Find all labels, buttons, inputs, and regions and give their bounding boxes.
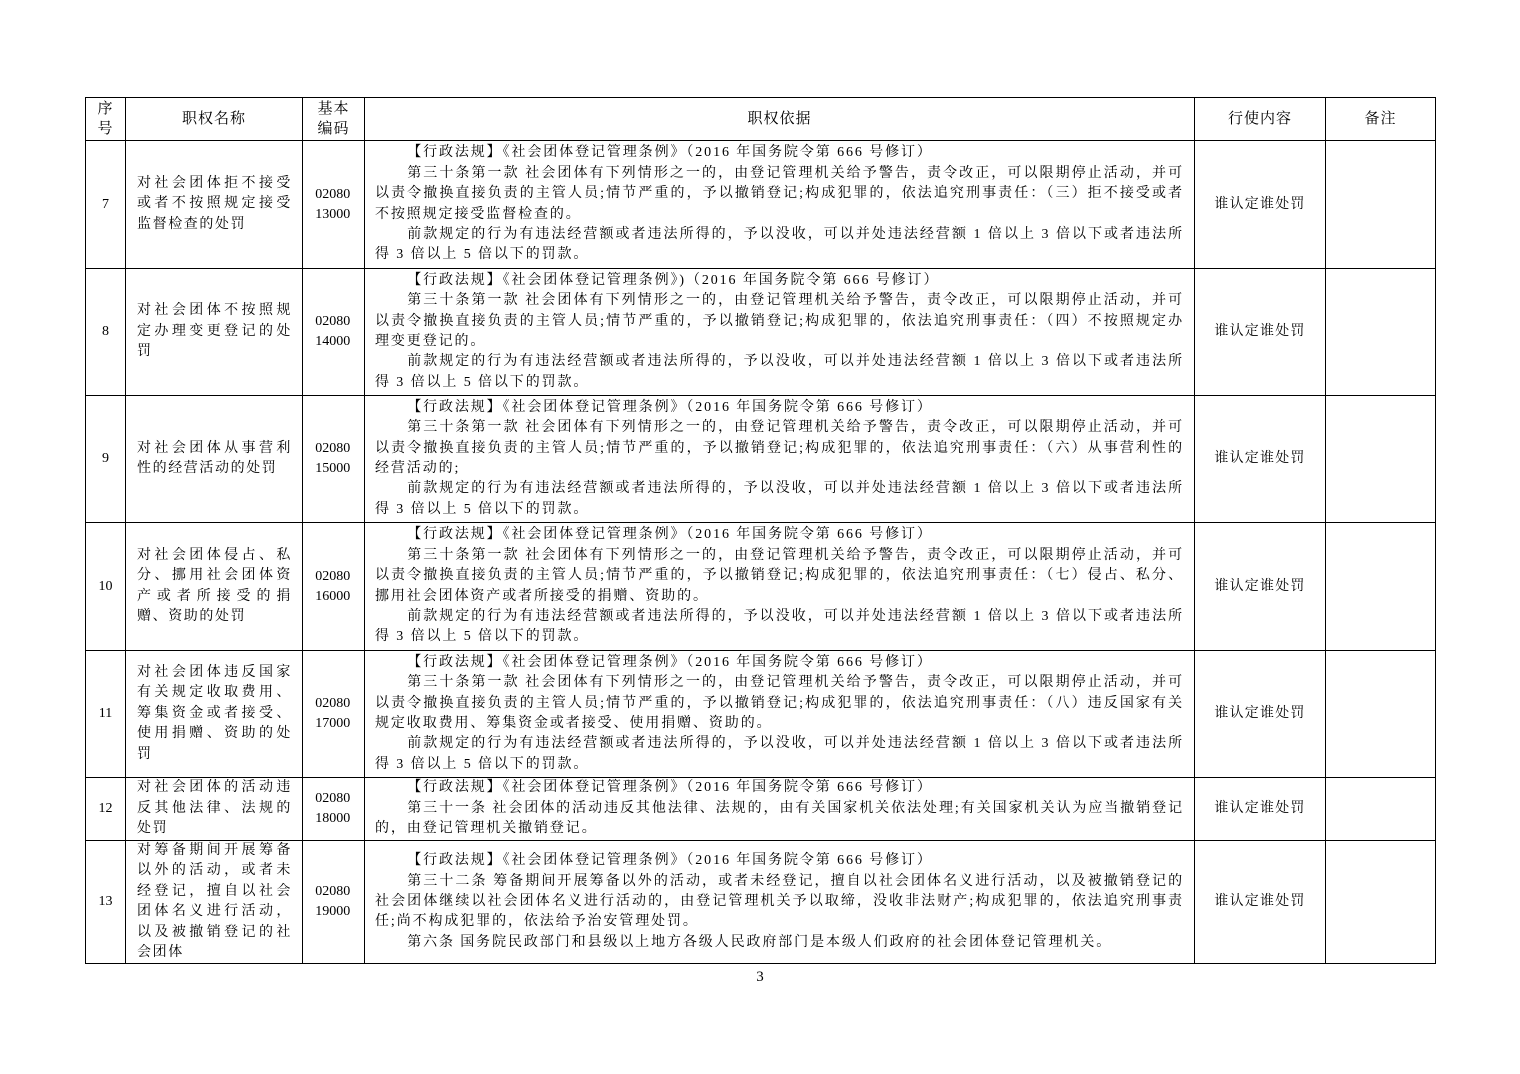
exercise-content: 谁认定谁处罚 [1195, 269, 1326, 396]
table-header-row [86, 98, 1436, 141]
basis-regulation-title: 【行政法规】《社会团体登记管理条例》（2016 年国务院令第 666 号修订） [407, 399, 933, 415]
remark-cell [1326, 141, 1436, 269]
basis-regulation-title: 【行政法规】《社会团体登记管理条例》（2016 年国务院令第 666 号修订） [407, 780, 933, 796]
remark-cell [1326, 778, 1436, 841]
header-code: 基本编码 [317, 101, 350, 137]
header-remark-cell [1326, 98, 1436, 141]
header-name-cell [126, 98, 303, 141]
table-row [86, 396, 1436, 523]
exercise-content: 谁认定谁处罚 [1195, 651, 1326, 778]
header-exercise: 行使内容 [1227, 111, 1292, 127]
basis-article: 第三十条第一款 社会团体有下列情形之一的，由登记管理机关给予警告，责令改正，可以限期停止活动，并可以责令撤换直接负责的主管人员;情节严重的，予以撤销登记;构成犯罪的，依法追究刑事责任：（八）违反国家有关规定收取费用、筹集资金或者接受、使用捐赠、资助的。 [375, 675, 1184, 731]
exercise-content: 谁认定谁处罚 [1195, 778, 1326, 841]
basic-code: 0208017000 [315, 696, 351, 731]
authority-name: 对筹备期间开展筹备以外的活动，或者未经登记，擅自以社会团体名义进行活动，以及被撤销登记的社会团体 [126, 841, 303, 964]
table-row [86, 269, 1436, 396]
basic-code-cell [303, 141, 365, 269]
row-index: 11 [86, 651, 126, 778]
authority-basis [365, 141, 1195, 269]
basis-penalty-clause: 前款规定的行为有违法经营额或者违法所得的，予以没收，可以并处违法经营额 1 倍以上 3 倍以下或者违法所得 3 倍以上 5 倍以下的罚款。 [375, 608, 1184, 645]
basic-code: 0208016000 [315, 568, 351, 604]
authority-name: 对社会团体的活动违反其他法律、法规的处罚 [126, 778, 303, 841]
header-remark: 备注 [1364, 111, 1397, 127]
basic-code: 0208014000 [315, 314, 351, 349]
header-basis-cell [365, 98, 1195, 141]
table-row [86, 651, 1436, 778]
remark-cell [1326, 396, 1436, 523]
remark-cell [1326, 841, 1436, 964]
row-index: 7 [86, 141, 126, 269]
basis-regulation-title: 【行政法规】《社会团体登记管理条例》（2016 年国务院令第 666 号修订） [407, 654, 933, 670]
row-index: 12 [86, 778, 126, 841]
header-index: 序号 [97, 101, 114, 137]
row-index: 9 [86, 396, 126, 523]
header-name: 职权名称 [181, 111, 246, 127]
basis-supplementary-article: 第六条 国务院民政部门和县级以上地方各级人民政府部门是本级人们政府的社会团体登记管理机关。 [407, 934, 1113, 950]
table-row [86, 778, 1436, 841]
authority-name: 对社会团体拒不接受或者不按照规定接受监督检查的处罚 [126, 141, 303, 269]
authority-basis [365, 841, 1195, 964]
exercise-content: 谁认定谁处罚 [1195, 141, 1326, 269]
basis-penalty-clause: 前款规定的行为有违法经营额或者违法所得的，予以没收，可以并处违法经营额 1 倍以上 3 倍以下或者违法所得 3 倍以上 5 倍以下的罚款。 [375, 736, 1184, 772]
basic-code: 0208013000 [315, 186, 351, 222]
authority-table [85, 97, 1436, 964]
table-row [86, 523, 1436, 651]
authority-name: 对社会团体违反国家有关规定收取费用、筹集资金或者接受、使用捐赠、资助的处罚 [126, 651, 303, 778]
exercise-content: 谁认定谁处罚 [1195, 396, 1326, 523]
basis-penalty-clause: 前款规定的行为有违法经营额或者违法所得的，予以没收，可以并处违法经营额 1 倍以上 3 倍以下或者违法所得 3 倍以上 5 倍以下的罚款。 [375, 226, 1184, 263]
basis-penalty-clause: 前款规定的行为有违法经营额或者违法所得的，予以没收，可以并处违法经营额 1 倍以上 3 倍以下或者违法所得 3 倍以上 5 倍以下的罚款。 [375, 481, 1184, 517]
page-number: 3 [756, 969, 764, 985]
basis-regulation-title: 【行政法规】《社会团体登记管理条例》（2016 年国务院令第 666 号修订） [407, 145, 933, 161]
exercise-content: 谁认定谁处罚 [1195, 523, 1326, 651]
basis-article: 第三十二条 筹备期间开展筹备以外的活动，或者未经登记，擅自以社会团体名义进行活动，以及被撤销登记的社会团体继续以社会团体名义进行活动的，由登记管理机关予以取缔，没收非法财产;构成犯罪的，依法追究刑事责任;尚不构成犯罪的，依法给予治安管理处罚。 [375, 873, 1184, 930]
table-row [86, 841, 1436, 964]
basis-regulation-title: 【行政法规】《社会团体登记管理条例》)（2016 年国务院令第 666 号修订） [407, 272, 940, 288]
authority-basis [365, 396, 1195, 523]
remark-cell [1326, 651, 1436, 778]
row-index: 8 [86, 269, 126, 396]
authority-name: 对社会团体不按照规定办理变更登记的处罚 [126, 269, 303, 396]
basic-code-cell [303, 841, 365, 964]
basic-code: 0208018000 [315, 791, 351, 826]
header-basis: 职权依据 [747, 111, 812, 127]
header-exercise-cell [1195, 98, 1326, 141]
basic-code-cell [303, 396, 365, 523]
authority-basis [365, 778, 1195, 841]
basic-code-cell [303, 651, 365, 778]
table-row [86, 141, 1436, 269]
basic-code: 0208015000 [315, 441, 351, 476]
row-index: 13 [86, 841, 126, 964]
basis-regulation-title: 【行政法规】《社会团体登记管理条例》（2016 年国务院令第 666 号修订） [407, 527, 933, 543]
basic-code-cell [303, 523, 365, 651]
basis-penalty-clause: 前款规定的行为有违法经营额或者违法所得的，予以没收，可以并处违法经营额 1 倍以上 3 倍以下或者违法所得 3 倍以上 5 倍以下的罚款。 [375, 354, 1184, 390]
basis-article: 第三十条第一款 社会团体有下列情形之一的，由登记管理机关给予警告，责令改正，可以限期停止活动，并可以责令撤换直接负责的主管人员;情节严重的，予以撤销登记;构成犯罪的，依法追究刑事责任：（七）侵占、私分、挪用社会团体资产或者所接受的捐赠、资助的。 [375, 547, 1184, 604]
remark-cell [1326, 269, 1436, 396]
basic-code: 0208019000 [315, 884, 351, 920]
authority-basis [365, 269, 1195, 396]
authority-name: 对社会团体从事营利性的经营活动的处罚 [126, 396, 303, 523]
header-code-cell [303, 98, 365, 141]
remark-cell [1326, 523, 1436, 651]
basis-article: 第三十一条 社会团体的活动违反其他法律、法规的，由有关国家机关依法处理;有关国家机关认为应当撤销登记的，由登记管理机关撤销登记。 [375, 800, 1184, 837]
basic-code-cell [303, 269, 365, 396]
basis-article: 第三十条第一款 社会团体有下列情形之一的，由登记管理机关给予警告，责令改正，可以限期停止活动，并可以责令撤换直接负责的主管人员;情节严重的，予以撤销登记;构成犯罪的，依法追究刑事责任：（六）从事营利性的经营活动的; [375, 420, 1184, 476]
exercise-content: 谁认定谁处罚 [1195, 841, 1326, 964]
basis-regulation-title: 【行政法规】《社会团体登记管理条例》（2016 年国务院令第 666 号修订） [407, 853, 933, 869]
authority-basis [365, 651, 1195, 778]
row-index: 10 [86, 523, 126, 651]
header-index-cell [86, 98, 126, 141]
authority-name: 对社会团体侵占、私分、挪用社会团体资产或者所接受的捐赠、资助的处罚 [126, 523, 303, 651]
basis-article: 第三十条第一款 社会团体有下列情形之一的，由登记管理机关给予警告，责令改正，可以限期停止活动，并可以责令撤换直接负责的主管人员;情节严重的，予以撤销登记;构成犯罪的，依法追究刑事责任：（三）拒不接受或者不按照规定接受监督检查的。 [375, 165, 1184, 222]
basis-article: 第三十条第一款 社会团体有下列情形之一的，由登记管理机关给予警告，责令改正，可以限期停止活动，并可以责令撤换直接负责的主管人员;情节严重的，予以撤销登记;构成犯罪的，依法追究刑事责任：（四）不按照规定办理变更登记的。 [375, 293, 1184, 349]
basic-code-cell [303, 778, 365, 841]
authority-basis [365, 523, 1195, 651]
